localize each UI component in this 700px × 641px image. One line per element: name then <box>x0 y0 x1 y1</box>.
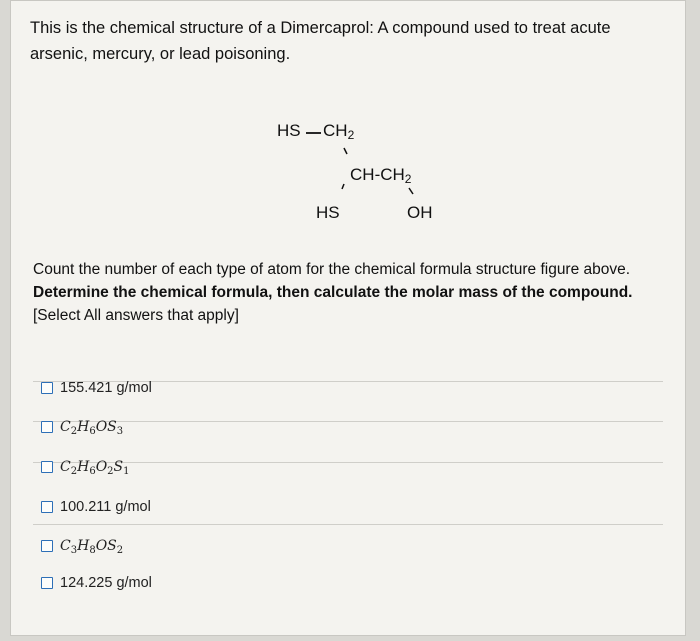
option-formula: $C_2H_6O_2S_1$ <box>60 459 130 477</box>
answer-option[interactable] <box>41 416 123 438</box>
bond-ch-hs <box>342 184 344 189</box>
answer-option[interactable] <box>41 496 151 518</box>
hs-top-label: HS <box>277 121 301 140</box>
question-instructions <box>33 258 643 327</box>
question-title: This is the chemical structure of a Dimercaprol: A compound used to treat acute arsenic, mercury, or lead poisoning. <box>30 19 611 63</box>
instructions-plain: Count the number of each type of atom for the chemical formula structure figure above. <box>33 261 631 278</box>
checkbox[interactable] <box>41 577 53 589</box>
instructions-bold: Determine the chemical formula, then calculate the molar mass of the compound. <box>33 284 633 301</box>
ch2-middle-subscript: 2 <box>404 172 412 186</box>
chemical-structure: HS $CH_2$ $CH-CH_2$ HS OH <box>11 111 687 241</box>
option-label: 100.211 g/mol <box>60 499 151 515</box>
divider <box>33 421 663 422</box>
ch2-top-label: CH <box>323 121 348 140</box>
option-formula: $C_3H_8OS_2$ <box>60 538 124 556</box>
ch-middle-label: CH <box>350 165 375 184</box>
divider <box>33 524 663 525</box>
oh-bottom-label: OH <box>407 203 433 222</box>
ch2-middle-label: CH <box>380 165 405 184</box>
answer-option[interactable] <box>41 456 130 478</box>
checkbox[interactable] <box>41 421 53 433</box>
option-label: 155.421 g/mol <box>60 380 152 396</box>
option-formula: $C_2H_6OS_3$ <box>60 419 124 437</box>
bond-ch2-oh <box>409 188 413 194</box>
instructions-tail: [Select All answers that apply] <box>33 307 239 324</box>
bond-ch2-ch <box>344 148 347 154</box>
checkbox[interactable] <box>41 461 53 473</box>
checkbox[interactable] <box>41 382 53 394</box>
checkbox[interactable] <box>41 540 53 552</box>
question-card <box>10 0 686 636</box>
checkbox[interactable] <box>41 501 53 513</box>
ch2-top-subscript: 2 <box>347 128 355 142</box>
answer-option[interactable] <box>41 535 123 557</box>
option-label: 124.225 g/mol <box>60 575 152 591</box>
answer-option[interactable] <box>41 572 152 594</box>
hs-bottom-label: HS <box>316 203 340 222</box>
answer-option[interactable] <box>41 377 152 399</box>
